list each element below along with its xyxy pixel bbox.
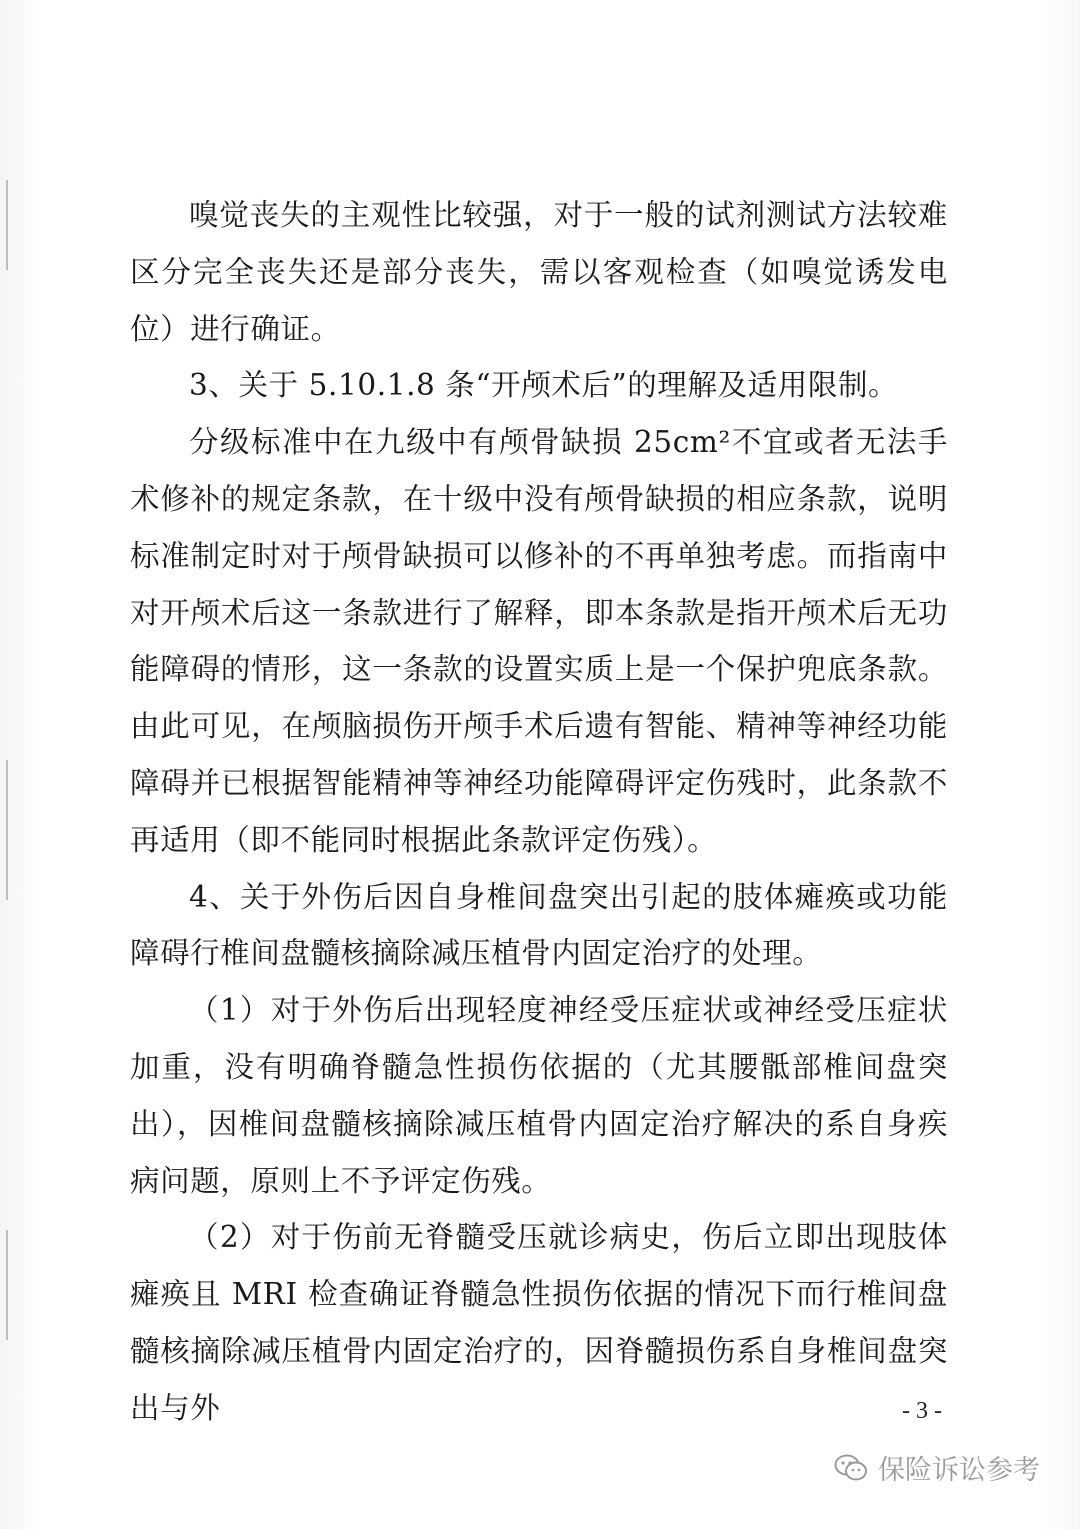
paragraph: 4、关于外伤后因自身椎间盘突出引起的肢体瘫痪或功能障碍行椎间盘髓核摘除减压植骨内固定治疗的处理。 <box>130 879 948 971</box>
paragraph: 嗅觉丧失的主观性比较强，对于一般的试剂测试方法较难区分完全丧失还是部分丧失，需以客观检查（如嗅觉诱发电位）进行确证。 <box>130 198 948 346</box>
paragraph: （1）对于外伤后出现轻度神经受压症状或神经受压症状加重，没有明确脊髓急性损伤依据的（尤其腰骶部椎间盘突出），因椎间盘髓核摘除减压植骨内固定治疗解决的系自身疾病问题，原则上不予评定伤残。 <box>130 993 948 1198</box>
body-text <box>130 187 948 1437</box>
paragraph: 分级标准中在九级中有颅骨缺损 25cm²不宜或者无法手术修补的规定条款，在十级中没有颅骨缺损的相应条款，说明标准制定时对于颅骨缺损可以修补的不再单独考虑。而指南中对开颅术后这一条款进行了解释，即本条款是指开颅术后无功能障碍的情形，这一条款的设置实质上是一个保护兜底条款。由此可见，在颅脑损伤开颅手术后遗有智能、精神等神经功能障碍并已根据智能精神等神经功能障碍评定伤残时，此条款不再适用（即不能同时根据此条款评定伤残）。 <box>130 425 948 857</box>
scan-edge-mark <box>6 180 8 270</box>
watermark <box>834 1448 1040 1487</box>
watermark-text: 保险诉讼参考 <box>878 1455 1040 1486</box>
page-number: - 3 - <box>902 1398 942 1424</box>
paragraph: 3、关于 5.10.1.8 条“开颅术后”的理解及适用限制。 <box>189 368 899 403</box>
paragraph: （2）对于伤前无脊髓受压就诊病史，伤后立即出现肢体瘫痪且 MRI 检查确证脊髓急性损伤依据的情况下而行椎间盘髓核摘除减压植骨内固定治疗的，因脊髓损伤系自身椎间盘突出与外 <box>130 1220 948 1425</box>
scan-edge-mark <box>6 1230 8 1340</box>
scan-edge-mark <box>6 760 8 900</box>
wechat-icon <box>834 1453 868 1483</box>
